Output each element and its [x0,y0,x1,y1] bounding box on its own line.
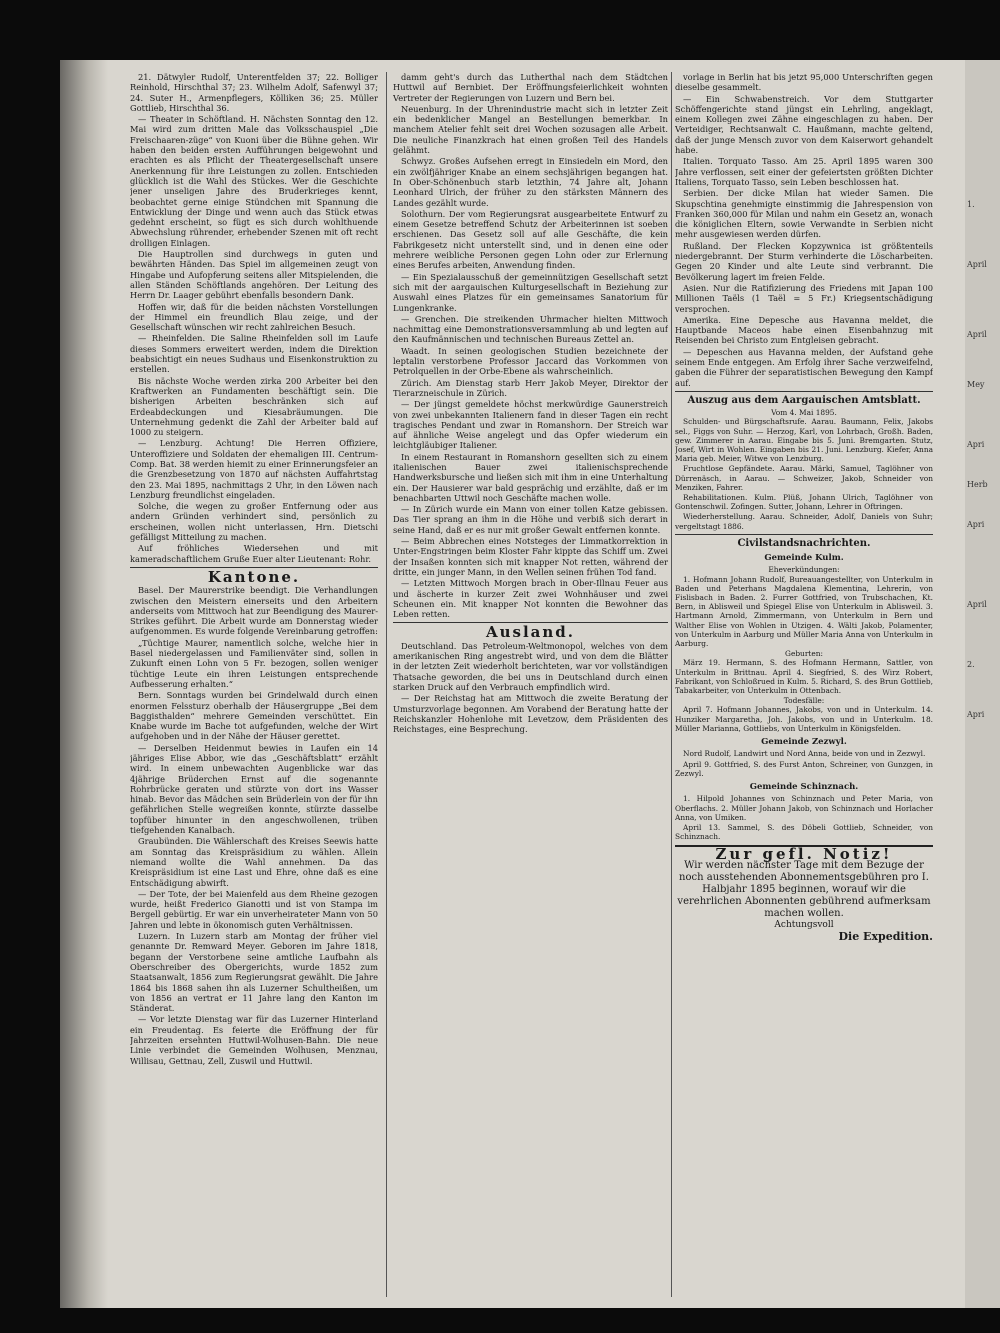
section-heading-ausland: Ausland. [485,623,576,642]
column-2 [393,72,668,1307]
strip-text: April [967,600,987,609]
article-text: — Theater in Schöftland. H. Nächsten Sonntag den 12. Mai wird zum dritten Male das Volksschauspiel „Die Freischaaren-züge“ von Kuoni über die Bühne gehen. Wir haben den beiden ersten Aufführungen beigewohnt und erachten es als Pflicht der Theatergesellschaft unsere Anerkennung für ihre Leistungen zu zollen. Entschieden glücklich ist die Wahl des Stückes. Wer die Geschichte jener unseligen Jahre des Bruderkrieges kennt, beobachtet gerne einige Stündchen mit Spannung die Entwicklung der Dinge und wenn auch das Stück etwas gedehnt erscheint, so fügt es sich durch wohlthuende Abwechslung rührender, erhebender Szenen mit oft recht drolligen Einlagen. [130,114,378,248]
article-text: Bern. Sonntags wurden bei Grindelwald durch einen enormen Felssturz oberhalb der Häusergruppe „Bei dem Baggisthalden“ mehrere Gemeinden verschüttet. Ein Knabe wurde im Bache tot aufgefunden, welche der Wirt aufgehoben und in der Nähe der Häuser gerettet. [130,690,378,742]
article-text: — Ein Spezialausschuß der gemeinnützigen Gesellschaft setzt sich mit der aargauischen Kulturgesellschaft in Beziehung zur Auswahl eines Platzes für ein gemeinsames Sanatorium für Lungenkranke. [393,271,668,313]
column-3 [675,72,933,1307]
article-text: März 19. Hermann, S. des Hofmann Hermann, Sattler, von Unterkulm in Brittnau. April 4. Siegfried, S. des Wirz Robert, Fabrikant, von Schloßrued in Kulm. 5. Richard, S. des Brun Gottlieb, Tabakarbeiter, von Unterkulm in Ottenbach. [675,658,933,696]
section-heading-amtsblatt: Auszug aus dem Aargauischen Amtsblatt. [687,394,921,406]
article-text: — Vor letzte Dienstag war für das Luzerner Hinterland ein Freudentag. Es feierte die Eröffnung der für Jahrzeiten ersehnten Huttwil-Wolhusen-Bahn. Die neue Linie verbindet die Gemeinden Wolhusen, Menznau, Willisau, Gettnau, Zell, Zuswil und Huttwil. [130,1014,378,1066]
article-text: — Der Tote, der bei Maienfeld aus dem Rheine gezogen wurde, heißt Frederico Gianotti und ist von Stampa im Bergell gebürtig. Er war ein unverheirateter Mann von 50 Jahren und lebte in ökonomisch guten Verhältnissen. [130,888,378,930]
article-text: vorlage in Berlin hat bis jetzt 95,000 Unterschriften gegen dieselbe gesammelt. [675,72,933,93]
strip-text: Apri [967,520,985,529]
column-1 [130,72,378,1307]
subheading-geburten: Geburten: [785,649,823,659]
article-text: — Lenzburg. Achtung! Die Herren Offiziere, Unteroffiziere und Soldaten der ehemaligen III. Centrum-Comp. Bat. 38 werden hiemit zu einer Erinnerungsfeier an die Grenzbesetzung von 1870 auf nächsten Auffahrtstag den 23. Mai 1895, nachmittags 2 Uhr, in den Löwen nach Lenzburg freundlichst eingeladen. [130,438,378,500]
article-text: — Derselben Heidenmut bewies in Laufen ein 14 jähriges Elise Abbor, wie das „Geschäftsblatt“ erzählt wird. In einem unbewachten Augenblicke war das 4jährige Brüderchen Ernst auf die sogenannte Rohrbrücke geraten und stürzte von dort ins Wasser hinab. Bevor das Mädchen sein Brüderlein von der für ihn gefährlichen Stelle wegreißen konnte, stürzte dasselbe topfüber hinunter in den angeschwollenen, trüben tiefgehenden Kanalbach. [130,742,378,836]
notice-title: Zur gefl. Notiz! [715,845,893,864]
article-text: Serbien. Der dicke Milan hat wieder Samen. Die Skupschtina genehmigte einstimmig die Jahrespension von Franken 360,000 für Milan und nahm ein Gesetz an, wonach die königlichen Eltern, sowie Verwandte in Serbien nicht mehr ausgewiesen werden dürfen. [675,188,933,240]
article-text: 21. Dätwyler Rudolf, Unterentfelden 37; 22. Bolliger Reinhold, Hirschthal 37; 23. Wilhelm Adolf, Safenwyl 37; 24. Suter H., Armenpflegers, Kölliken 36; 25. Müller Gottlieb, Hirschthal 36. [130,72,378,113]
subheading-todesfaelle: Todesfälle: [783,696,825,706]
article-text: Wiederherstellung. Aarau. Schneider, Adolf, Daniels von Suhr; vergeltstagt 1886. [675,512,933,531]
article-text: April 9. Gottfried, S. des Furst Anton, Schreiner, von Gunzgen, in Zezwyl. [675,759,933,778]
article-text: — Ein Schwabenstreich. Vor dem Stuttgarter Schöffengerichte stand jüngst ein Lehrling, angeklagt, einem Kollegen zwei Zähne eingeschlagen zu haben. Der Verteidiger, Rechtsanwalt C. Haußmann, machte geltend, daß der junge Mensch zuvor von dem Kaiserwort gehandelt habe. [675,93,933,156]
article-text: — Der Reichstag hat am Mittwoch die zweite Beratung der Umsturzvorlage begonnen. Am Vorabend der Beratung hatte der Reichskanzler Hohenlohe mit Levetzow, dem Präsidenten des Reichstages, eine Besprechung. [393,693,668,735]
divider [675,391,933,392]
article-text: Hoffen wir, daß für die beiden nächsten Vorstellungen der Himmel ein freundlich Blau zeige, und der Gesellschaft wünschen wir recht zahlreichen Besuch. [130,301,378,333]
article-text: — Depeschen aus Havanna melden, der Aufstand gehe seinem Ende entgegen. Am Erfolg ihrer Sache verzweifelnd, gaben die Führer der separatistischen Bewegung den Kampf auf. [675,346,933,388]
article-text: Rehabilitationen. Kulm. Plüß, Johann Ulrich, Taglöhner von Gontenschwil. Zofingen. Sutter, Johann, Lehrer in Oftringen. [675,493,933,512]
article-text: — In Zürich wurde ein Mann von einer tollen Katze gebissen. Das Tier sprang an ihm in die Höhe und verbiß sich derart in seine Hand, daß er es nur mit großer Gewalt entfernen konnte. [393,504,668,535]
notice-body: Wir werden nächster Tage mit dem Bezuge der noch ausstehenden Abonnementsgebühren pro I. Halbjahr 1895 beginnen, worauf wir die verehrlichen Abonnenten gebührend aufmerksam machen wollen. [677,859,931,919]
article-text: Luzern. In Luzern starb am Montag der früher viel genannte Dr. Remward Meyer. Geboren im Jahre 1818, begann der Verstorbene seine amtliche Laufbahn als Oberschreiber des Obergerichts, wurde 1852 zum Staatsanwalt, 1856 zum Regierungsrat gewählt. Die Jahre 1864 bis 1868 sahen ihn als Luzerner Schultheißen, um von 1856 an vertrat er 11 Jahre lang den Kanton im Ständerat. [130,931,378,1014]
article-text: Bis nächste Woche werden zirka 200 Arbeiter bei den Kraftwerken an Fundamenten beschäftigt sein. Die bisherigen Arbeiten beschränken sich auf Erdeabdeckungen und Kiesabräumungen. Die Unternehmung gedenkt die Zahl der Arbeiter bald auf 1000 zu steigern. [130,375,378,438]
article-text: In einem Restaurant in Romanshorn gesellten sich zu einem italienischen Bauer zwei italienischsprechende Handwerksbursche und ließen sich mit ihm in eine Unterhaltung ein. Der Hausierer war bald gesprächig und erzählte, daß er im benachbarten Uttwil noch Geschäfte machen wolle. [393,451,668,503]
article-text: — Beim Abbrechen eines Notsteges der Limmatkorrektion in Unter-Engstringen beim Kloster Fahr kippte das Schiff um. Zwei der Insaßen konnten sich mit knapper Not retten, während der dritte, ein junger Mann, in den Wellen seinen frühen Tod fand. [393,536,668,577]
strip-text: Herb [967,480,988,489]
article-text: Asien. Nur die Ratifizierung des Friedens mit Japan 100 Millionen Taëls (1 Taël = 5 Fr.) Kriegsentschädigung versprochen. [675,282,933,314]
article-text: — Letzten Mittwoch Morgen brach in Ober-Illnau Feuer aus und äscherte in kurzer Zeit zwei Wohnhäuser und zwei Scheunen ein. Mit knapper Not konnten die Bewohner das Leben retten. [393,578,668,620]
article-text: 1. Hofmann Johann Rudolf, Bureauangestellter, von Unterkulm in Baden und Peterhans Magdalena Klementina, Lehrerin, von Fislisbach in Baden. 2. Furrer Gottfried, von Trubschachen, Kt. Bern, in Ablisweil und Spiegel Elise von Unterkulm in Ablisweil. 3. Hartmann Arnold, Zimmermann, von Unterkulm in Bern und Walther Elise von Wohlen in Utzigen. 4. Wälti Jakob, Polamenter, von Unterkulm in Aarburg und Müller Maria Anna von Unterkulm in Aarburg. [675,574,933,649]
article-text: 1. Hilpold Johannes von Schinznach und Peter Maria, von Oberflachs. 2. Müller Johann Jakob, von Schinznach und Horlacher Anna, von Umiken. [675,794,933,822]
strip-text: 1. [967,200,975,209]
subheading-kulm: Gemeinde Kulm. [764,553,844,564]
article-text: Zürich. Am Dienstag starb Herr Jakob Meyer, Direktor der Tierarzneischule in Zürich. [393,377,668,398]
subheading-verkuendungen: Eheverkündungen: [768,565,840,575]
article-text: April 13. Sammel, S. des Döbeli Gottlieb, Schneider, von Schinznach. [675,822,933,842]
article-text: Amerika. Eine Depesche aus Havanna meldet, die Hauptbande Maceos habe einen Eisenbahnzug mit Reisenden bei Christo zum Entgleisen gebracht. [675,314,933,346]
article-text: Rußland. Der Flecken Kopzywnica ist größtenteils niedergebrannt. Der Sturm verhinderte die Löscharbeiten. Gegen 20 Kinder und alte Leute sind verbrannt. Die Bevölkerung lagert im freien Felde. [675,240,933,282]
adjacent-page-strip [965,60,1000,1308]
strip-text: 2. [967,660,975,669]
strip-text: Apri [967,440,985,449]
article-text: — Grenchen. Die streikenden Uhrmacher hielten Mittwoch nachmittag eine Demonstrationsversammlung ab und legten auf den Kaufmännischen und technischen Bureaus Zettel an. [393,313,668,345]
column-rule [671,72,672,1297]
article-text: Italien. Torquato Tasso. Am 25. April 1895 waren 300 Jahre verflossen, seit einer der gefeiertsten größten Dichter Italiens, Torquato Tasso, sein Leben beschlossen hat. [675,156,933,187]
article-text: April 7. Hofmann Johannes, Jakobs, von und in Unterkulm. 14. Hunziker Margaretha, Joh. Jakobs, von und in Unterkulm. 18. Müller Marianna, Gottliebs, von Unterkulm in Königsfelden. [675,705,933,733]
article-text: damm geht's durch das Lutherthal nach dem Städtchen Huttwil auf Bernbiet. Der Eröffnungsfeierlichkeit wohnten Vertreter der Regierungen von Luzern und Bern bei. [393,72,668,103]
notice-box [675,845,933,942]
strip-text: April [967,330,987,339]
article-text: „Tüchtige Maurer, namentlich solche, welche hier in Basel niedergelassen und Familienväter sind, sollen in Zukunft einen Lohn von 5 Fr. bezogen, sollen weniger tüchtige Leute ein ihren Leistungen entsprechende Aufbesserung erhalten.“ [130,637,378,689]
page-binding-shadow [60,60,108,1308]
article-text: Graubünden. Die Wählerschaft des Kreises Seewis hatte am Sonntag das Kreispräsidium zu wählen. Allein niemand wollte die Wahl annehmen. Da das Kreispräsidium ist eine Last und Ehre, ohne daß es eine Entschädigung abwirft. [130,836,378,888]
section-heading-kantone: Kantone. [207,567,301,586]
article-text: Solothurn. Der vom Regierungsrat ausgearbeitete Entwurf zu einem Gesetze betreffend Schutz der Arbeiterinnen ist soeben erschienen. Das Gesetz soll auf alle Geschäfte, die kein Fabrikgesetz nicht unterstellt sind, und in denen eine oder mehrere weibliche Personen gegen Lohn oder zur Erlernung eines Berufes arbeiten, Anwendung finden. [393,208,668,271]
article-text: Auf fröhliches Wiedersehen und mit kameradschaftlichem Gruße Euer alter Lieutenant: Rohr. [130,543,378,564]
article-text: Basel. Der Maurerstrike beendigt. Die Verhandlungen zwischen den Meistern einerseits und den Arbeitern anderseits vom Mittwoch hat zur Beendigung des Maurer-Strikes geführt. Die Arbeit wurde am Donnerstag wieder aufgenommen. Es wurde folgende Vereinbarung getroffen: [130,585,378,637]
article-text: Fruchtlose Gepfändete. Aarau. Märki, Samuel, Taglöhner von Dürrenäsch, in Aarau. — Schweizer, Jakob, Schneider von Menziken, Fahrer. [675,464,933,492]
article-text: Nord Rudolf, Landwirt und Nord Anna, beide von und in Zezwyl. [683,749,926,759]
strip-text: April [967,260,987,269]
article-text: Waadt. In seinen geologischen Studien bezeichnete der leptalin verstorbene Professor Jaccard das Vorkommen von Petrolquellen in der Orbe-Ebene als wahrscheinlich. [393,345,668,377]
article-text: Deutschland. Das Petroleum-Weltmonopol, welches von dem amerikanischen Ring angestrebt wird, und von dem die Blätter in der letzten Zeit wiederholt berichteten, war vor vollständigen Thatsache geworden, die bei uns in Deutschland durch einen starken Druck auf den Verbrauch empfindlich wird. [393,640,668,692]
divider [675,534,933,535]
strip-text: Apri [967,710,985,719]
article-text: — Der jüngst gemeldete höchst merkwürdige Gaunerstreich von zwei unbekannten Italienern fand in dieser Tagen ein recht tragisches Pendant und zwar in Romanshorn. Der Streich war auf ähnliche Weise angelegt und das Opfer wiederum ein leichtgläubiger Italiener. [393,399,668,451]
strip-text: Mey [967,380,985,389]
subheading-zezwyl: Gemeinde Zezwyl. [761,737,847,748]
article-text: Solche, die wegen zu großer Entfernung oder aus andern Gründen verhindert sind, persönlich zu erscheinen, wollen nicht unterlassen, Hrn. Dietschi gefälligst Mitteilung zu machen. [130,501,378,543]
article-text: Schwyz. Großes Aufsehen erregt in Einsiedeln ein Mord, den ein zwölfjähriger Knabe an einem sechsjährigen begangen hat. In Ober-Schönenbuch starb letzthin, 74 Jahre alt, Johann Leonhard Ulrich, der früher zu den stärksten Männern des Landes gezählt wurde. [393,156,668,208]
article-text: — Rheinfelden. Die Saline Rheinfelden soll im Laufe dieses Sommers erweitert werden, indem die Direktion beabsichtigt ein neues Sudhaus und Eisenkonstruktion zu erstellen. [130,333,378,375]
article-text: Neuenburg. In der Uhrenindustrie macht sich in letzter Zeit ein bedenklicher Mangel an Bestellungen bemerkbar. In manchem Atelier fehlt seit drei Wochen sozusagen alle Arbeit. Die neuliche Finanzkrach hat einen großen Teil des Handels gelähmt. [393,103,668,156]
article-text: Die Hauptrollen sind durchwegs in guten und bewährten Händen. Das Spiel im allgemeinen zeugt von Hingabe und Aufopferung seitens aller Mitspielenden, die allen Ständen Schöftlands angehören. Der Leitung des Herrn Dr. Laager gebührt ebenfalls besondern Dank. [130,249,378,301]
subheading-schinznach: Gemeinde Schinznach. [749,782,859,792]
notice-regards: Achtungsvoll [774,919,834,930]
section-heading-civilstand: Civilstandsnachrichten. [737,537,871,549]
amtsblatt-date: Vom 4. Mai 1895. [771,408,837,418]
notice-signature: Die Expedition. [838,929,933,943]
column-rule [386,72,387,1297]
article-text: Schulden- und Bürgschaftsrufe. Aarau. Baumann, Felix, Jakobs sel., Figgs von Suhr. — Herzog, Karl, von Lohrbach, Großh. Baden, gew. Zimmerer in Aarau. Eingabe bis 5. Juni. Bremgarten. Stutz, Josef, Wirt in Wohlen. Eingaben bis 21. Juni. Lenzburg. Kiefer, Anna Maria geb. Meier, Witwe von Lenzburg. [675,417,933,464]
